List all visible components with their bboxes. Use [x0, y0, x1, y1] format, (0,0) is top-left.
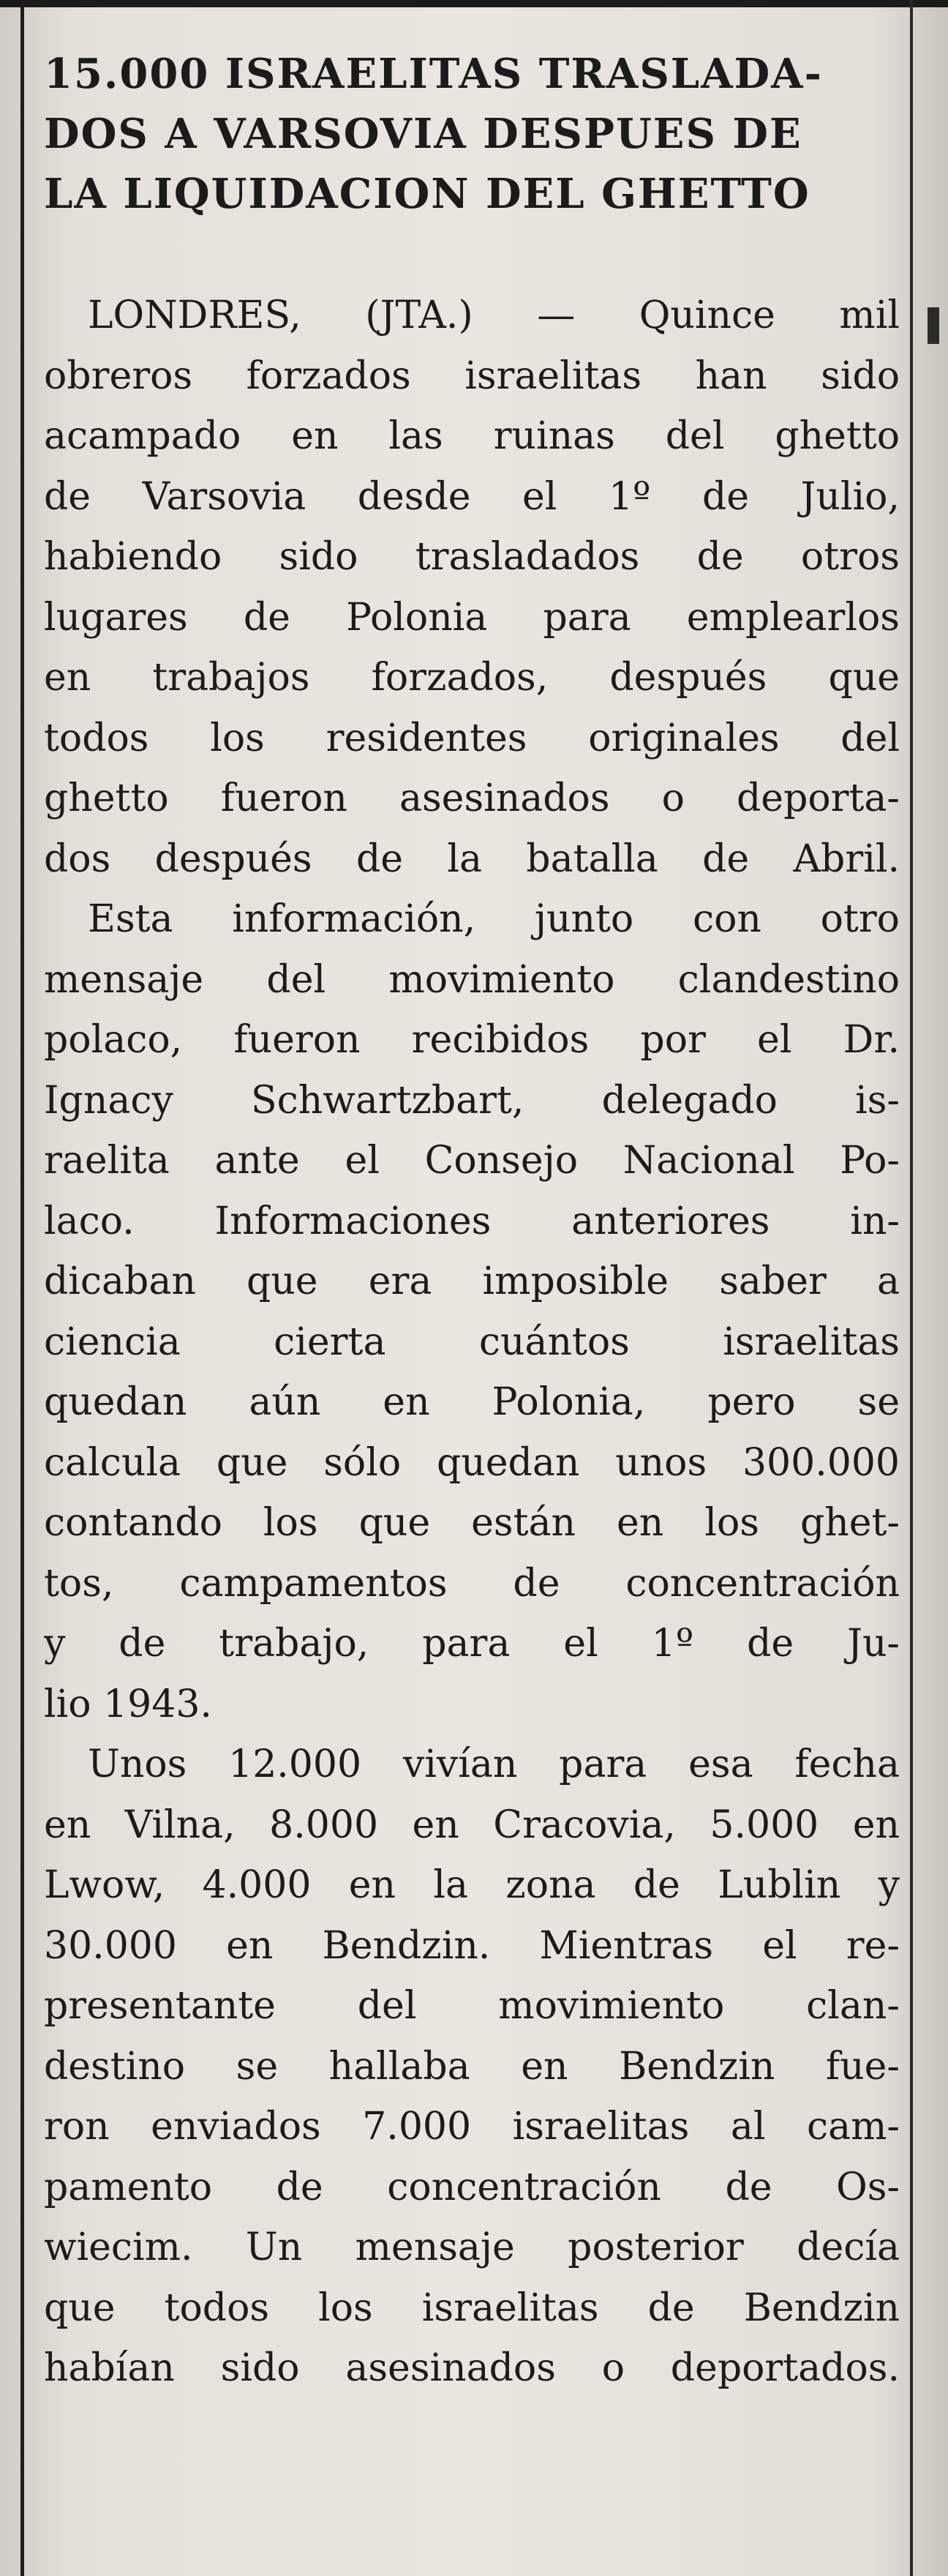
text-line: habiendo sido trasladados de otros: [44, 535, 900, 579]
headline-line: 15.000 ISRAELITAS TRASLADA-: [44, 50, 823, 98]
article-body: [44, 285, 900, 2399]
text-line: que todos los israelitas de Bendzin: [44, 2285, 900, 2330]
headline-line: LA LIQUIDACION DEL GHETTO: [44, 170, 810, 218]
top-rule: [0, 0, 948, 7]
text-line: mensaje del movimiento clandestino: [44, 957, 900, 1002]
text-line: de Varsovia desde el 1º de Julio,: [44, 474, 900, 519]
column-rule-right: [910, 0, 913, 2576]
text-line: Esta información, junto con otro: [88, 897, 900, 941]
text-line: Ignacy Schwartzbart, delegado is-: [44, 1078, 900, 1123]
text-line: lugares de Polonia para emplearlos: [44, 595, 900, 640]
text-line: tos, campamentos de concentración: [44, 1561, 900, 1606]
text-line: Lwow, 4.000 en la zona de Lublin y: [44, 1863, 900, 1907]
text-line: dicaban que era imposible saber a: [44, 1259, 900, 1303]
text-line: laco. Informaciones anteriores in-: [44, 1199, 900, 1243]
paragraph-1: [44, 285, 900, 889]
paragraph-2: [44, 889, 900, 1734]
text-line: polaco, fueron recibidos por el Dr.: [44, 1018, 900, 1062]
text-line: LONDRES, (JTA.) — Quince mil: [88, 293, 900, 337]
text-line: habían sido asesinados o deportados.: [44, 2346, 900, 2390]
text-line: 30.000 en Bendzin. Mientras el re-: [44, 1923, 900, 1968]
text-line: ghetto fueron asesinados o deporta-: [44, 776, 900, 820]
text-line: Unos 12.000 vivían para esa fecha: [88, 1742, 900, 1786]
text-line: presentante del movimiento clan-: [44, 1984, 900, 2028]
text-line: en Vilna, 8.000 en Cracovia, 5.000 en: [44, 1802, 900, 1847]
edge-mark: [928, 307, 939, 344]
text-line: destino se hallaba en Bendzin fue-: [44, 2044, 900, 2089]
text-line: en trabajos forzados, después que: [44, 656, 900, 700]
column-rule-left: [20, 0, 24, 2576]
text-line: quedan aún en Polonia, pero se: [44, 1380, 900, 1424]
headline: [44, 44, 900, 224]
text-line: ron enviados 7.000 israelitas al cam-: [44, 2105, 900, 2149]
text-line: wiecim. Un mensaje posterior decía: [44, 2225, 900, 2269]
text-line: calcula que sólo quedan unos 300.000: [44, 1440, 900, 1485]
text-line: pamento de concentración de Os-: [44, 2165, 900, 2209]
text-line: dos después de la batalla de Abril.: [44, 836, 900, 881]
text-line: todos los residentes originales del: [44, 716, 900, 760]
text-line: raelita ante el Consejo Nacional Po-: [44, 1139, 900, 1183]
headline-line: DOS A VARSOVIA DESPUES DE: [44, 110, 802, 158]
text-line: obreros forzados israelitas han sido: [44, 353, 900, 398]
text-line: acampado en las ruinas del ghetto: [44, 414, 900, 458]
article: [44, 44, 900, 2399]
text-line: lio 1943.: [44, 1682, 212, 1726]
text-line: y de trabajo, para el 1º de Ju-: [44, 1622, 900, 1666]
text-line: ciencia cierta cuántos israelitas: [44, 1319, 900, 1364]
text-line: contando los que están en los ghet-: [44, 1501, 900, 1545]
paragraph-3: [44, 1734, 900, 2399]
